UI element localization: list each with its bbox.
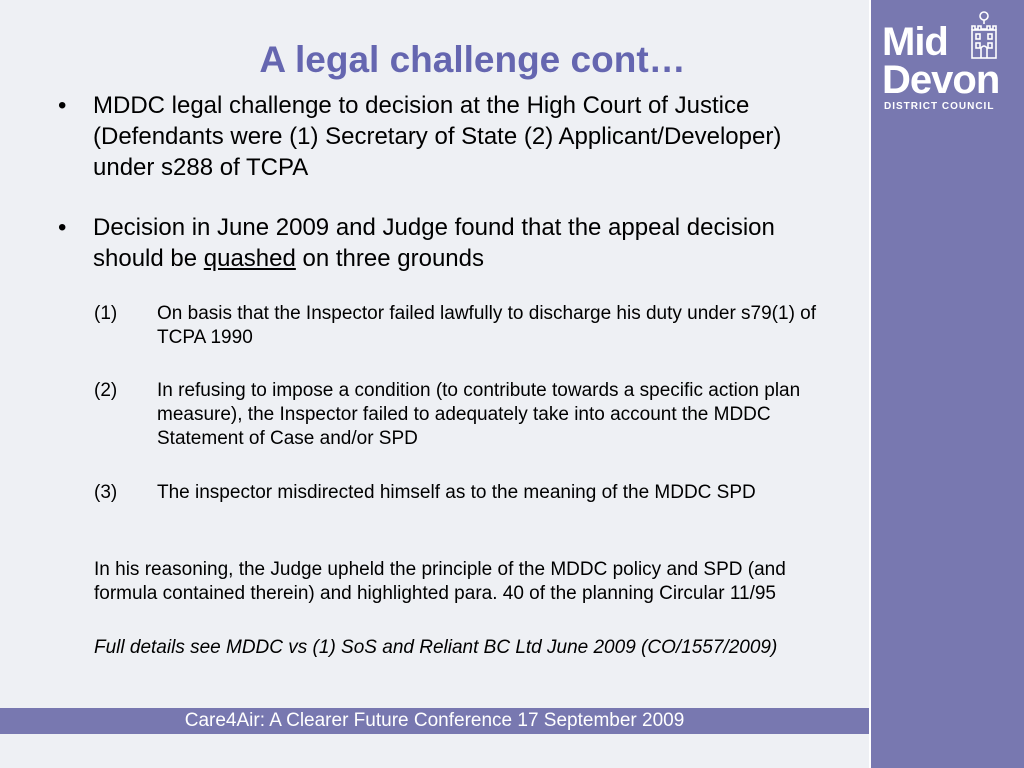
bullet-item-decision [58,212,818,274]
bullet-text: MDDC legal challenge to decision at the High Court of Justice (Defendants were (1) Secretary of State (2) Applicant/Developer) under s288 of TCPA [93,92,782,181]
footer-text: Care4Air: A Clearer Future Conference 17 September 2009 [184,710,685,731]
ground-item-3 [94,481,834,505]
ground-item-1 [94,302,834,350]
logo-text-devon: Devon [882,58,1000,102]
ground-text: On basis that the Inspector failed lawfully to discharge his duty under s79(1) of TCPA 1990 [157,303,817,348]
bullet-marker: • [58,92,67,119]
ground-number: (1) [94,303,118,324]
ground-number: (2) [94,380,118,401]
bullet-text-start: Decision in June 2009 and Judge found that the appeal decision should be [93,214,775,272]
bullet-text [93,212,818,274]
ground-item-2 [94,379,834,451]
case-reference-note: Full details see MDDC vs (1) SoS and Reliant BC Ltd June 2009 (CO/1557/2009) [94,637,778,658]
castle-crest-icon [966,10,1002,62]
slide-title: A legal challenge cont… [259,39,686,80]
ground-number: (3) [94,482,118,503]
bullet-text-underlined: quashed [203,245,296,272]
bullet-text-end: on three grounds [295,245,484,272]
bullet-marker: • [58,214,67,241]
ground-text: In refusing to impose a condition (to contribute towards a specific action plan measure), the Inspector failed to adequately take into account the MDDC Statement of Case and/or SPD [157,380,801,449]
side-divider [869,0,871,768]
bullet-item-legal-challenge [58,90,818,183]
logo-text-mid: Mid [882,20,948,64]
reasoning-paragraph: In his reasoning, the Judge upheld the principle of the MDDC policy and SPD (and formula contained therein) and highlighted para. 40 of the planning Circular 11/95 [94,559,786,604]
logo-text-district-council: DISTRICT COUNCIL [884,101,995,112]
ground-text: The inspector misdirected himself as to the meaning of the MDDC SPD [157,482,756,503]
